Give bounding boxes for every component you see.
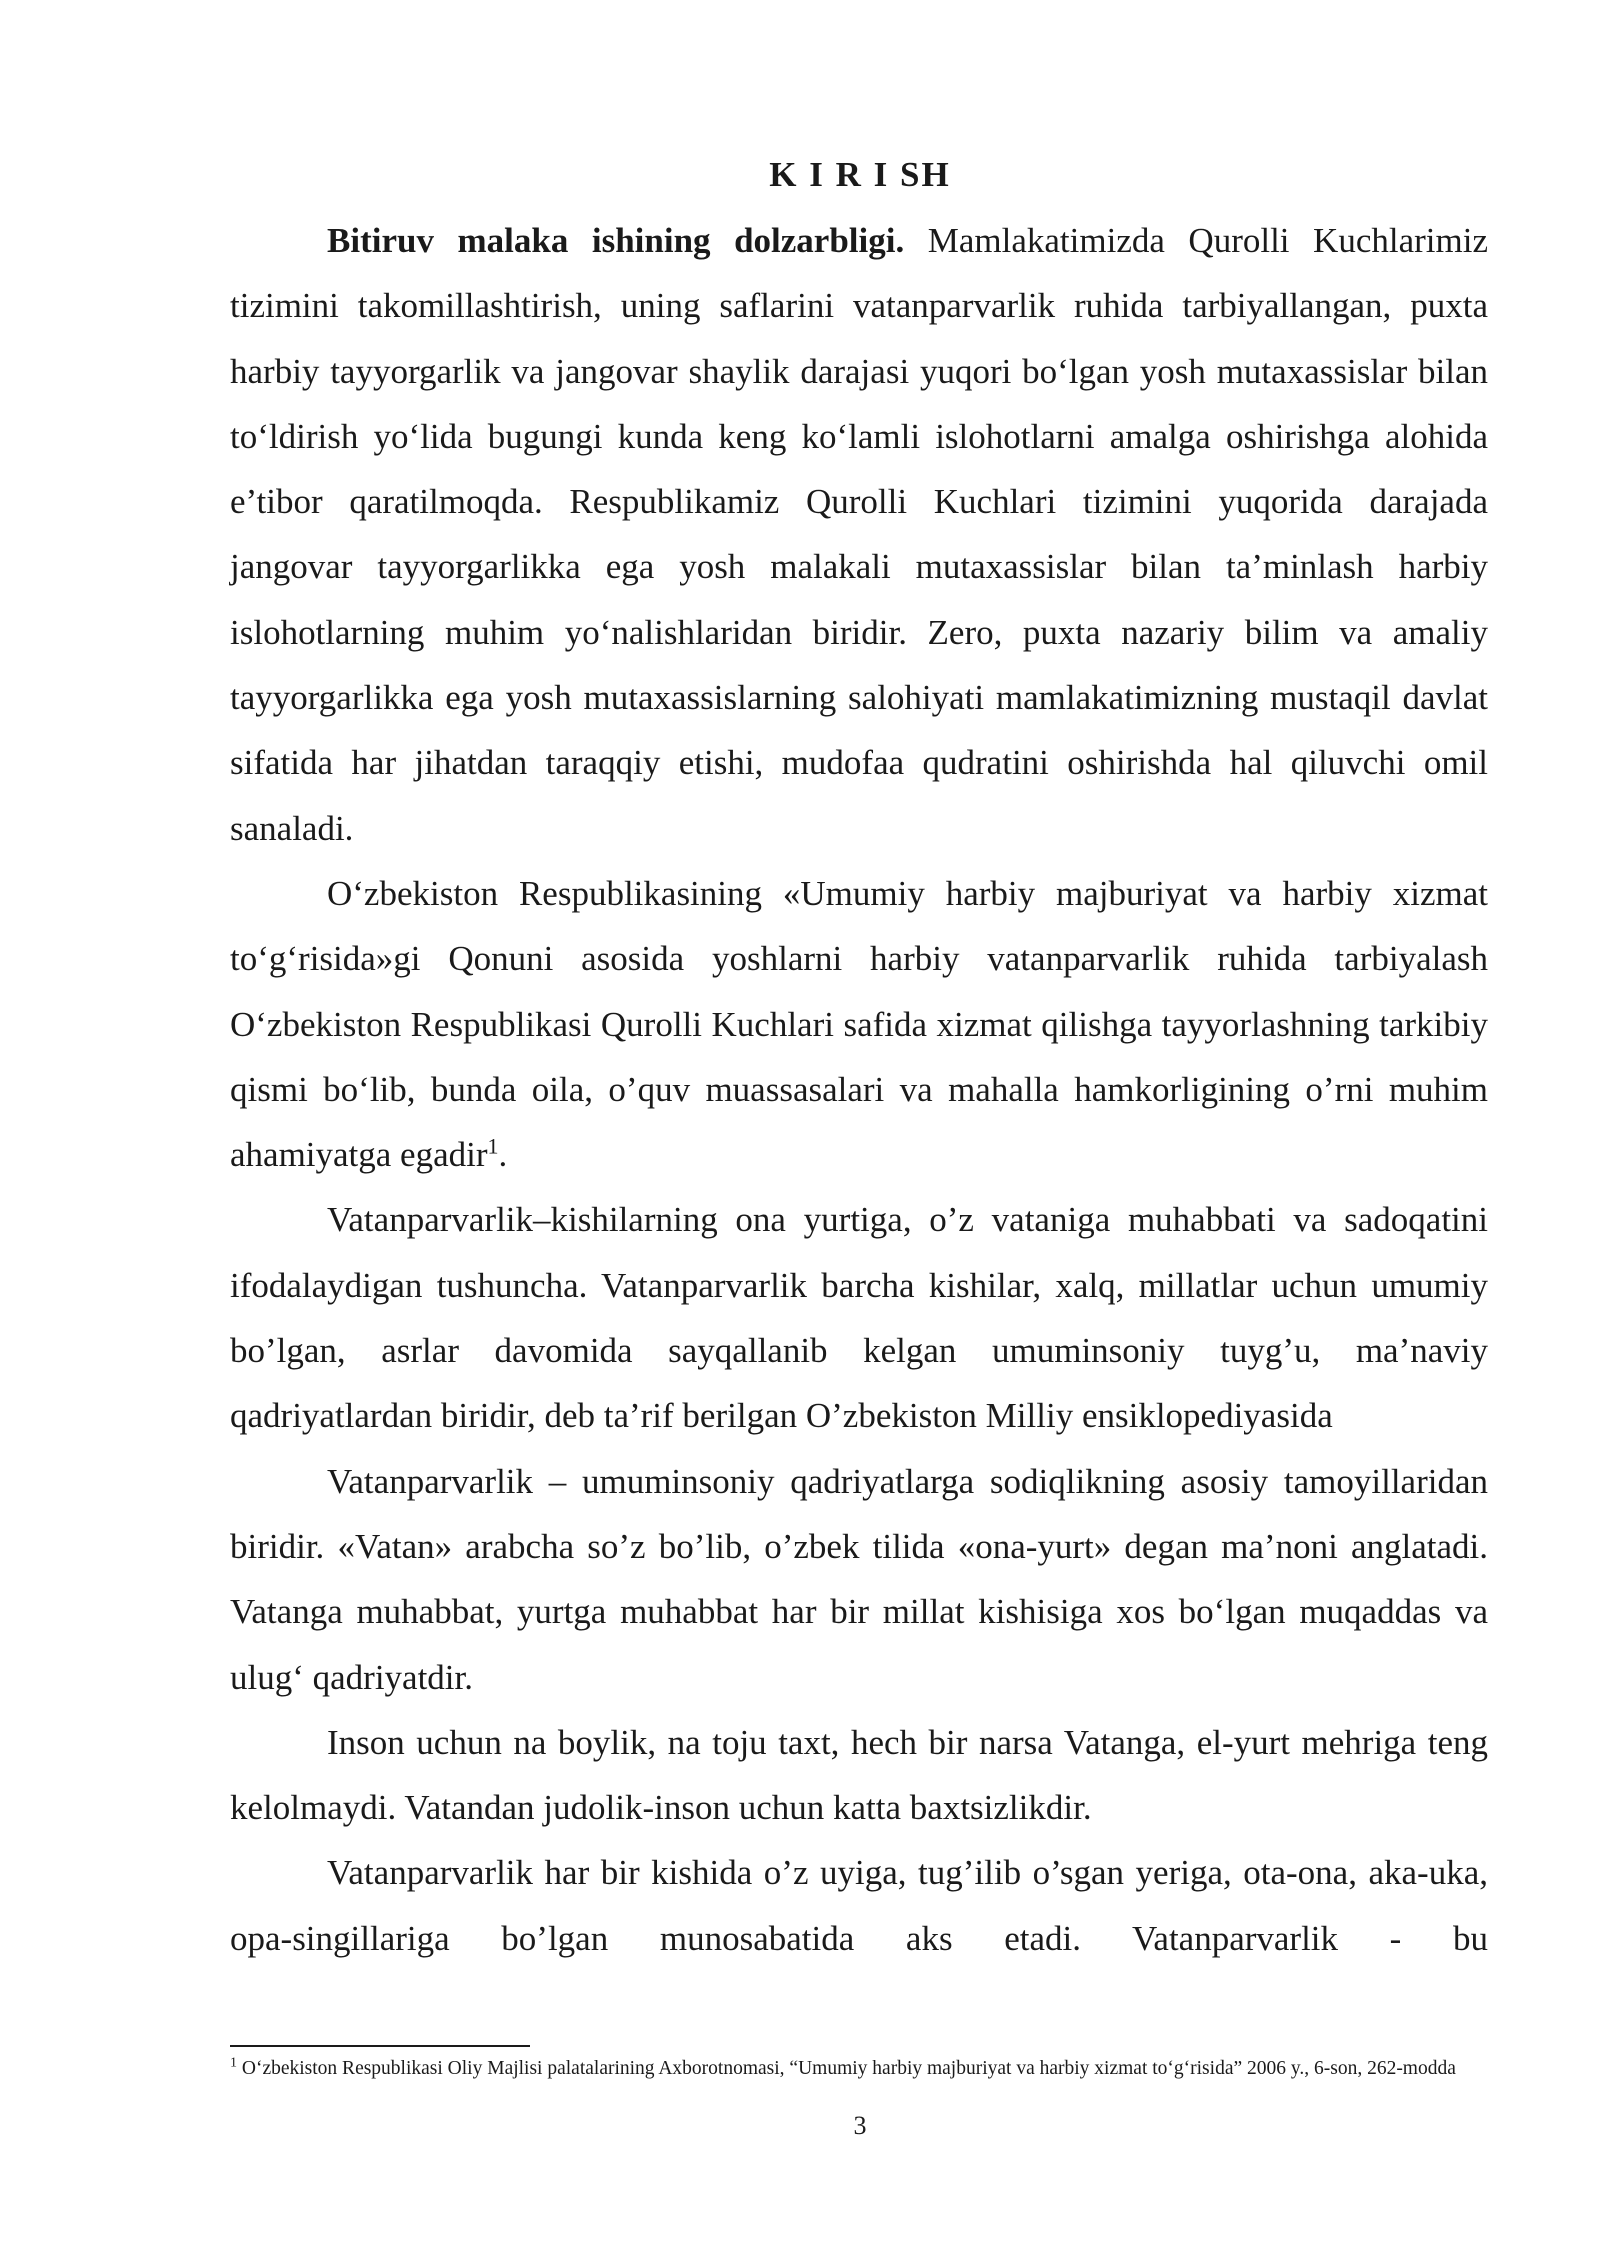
footnote [230, 2054, 1488, 2084]
paragraph-lead-heading: Bitiruv malaka ishining dolzarbligi. [327, 221, 905, 260]
paragraph-text: O‘zbekiston Respublikasining «Umumiy harbiy majburiyat va harbiy xizmat to‘g‘risida»gi Qonuni asosida yoshlarni harbiy vatanparvarlik ruhida tarbiyalash O‘zbekiston Respublikasi Qurolli Kuchlari safida xizmat qilishga tayyorlashning tarkibiy qismi bo‘lib, bunda oila, o’quv muassasalari va mahalla hamkorligining o’rni muhim ahamiyatga egadir [230, 873, 1488, 1175]
paragraph-text: Vatanparvarlik–kishilarning ona yurtiga, o’z vataniga muhabbati va sadoqatini ifodalaydigan tushuncha. Vatanparvarlik barcha kishilar, xalq, millatlar uchun umumiy bo’lgan, asrlar davomida sayqallanib kelgan umuminsoniy tuyg’u, ma’naviy qadriyatlardan biridir, deb ta’rif berilgan O’zbekiston Milliy ensiklopediyasida [230, 1200, 1488, 1436]
paragraph-homeland [230, 1710, 1488, 1841]
page-number: 3 [853, 2111, 867, 2140]
paragraph-patriotism-definition [230, 1187, 1488, 1448]
body-text [230, 208, 1488, 1971]
footnote-marker: 1 [230, 2055, 237, 2071]
footnote-text: O‘zbekiston Respublikasi Oliy Majlisi palatalarining Axborotnomasi, “Umumiy harbiy majburiyat va harbiy xizmat to‘g‘risida” 2006 y., 6-son, 262-modda [237, 2058, 1456, 2079]
paragraph-relevance [230, 208, 1488, 861]
paragraph-text: Vatanparvarlik – umuminsoniy qadriyatlarga sodiqlikning asosiy tamoyillaridan biridir. «Vatan» arabcha so’z bo’lib, o’zbek tilida «ona-yurt» degan ma’noni anglatadi. Vatanga muhabbat, yurtga muhabbat har bir millat kishisiga xos bo‘lgan muqaddas va ulug‘ qadriyatdir. [230, 1461, 1488, 1697]
paragraph-family [230, 1840, 1488, 1971]
paragraph-universal-values [230, 1449, 1488, 1710]
footnote-reference[interactable]: 1 [487, 1133, 499, 1159]
paragraph-law-reference [230, 861, 1488, 1187]
paragraph-text: Vatanparvarlik har bir kishida o’z uyiga, tug’ilib o’sgan yeriga, ota-ona, aka-uka, opa-singillariga bo’lgan munosabatida aks etadi. Vatanparvarlik - bu [230, 1853, 1488, 1958]
chapter-title: K I R I SH [769, 155, 951, 194]
footnote-separator [230, 2045, 530, 2047]
paragraph-text: Mamlakatimizda Qurolli Kuchlarimiz tizimini takomillashtirish, uning saflarini vatanparvarlik ruhida tarbiyallangan, puxta harbiy tayyorgarlik va jangovar shaylik darajasi yuqori bo‘lgan yosh mutaxassislar bilan to‘ldirish yo‘lida bugungi kunda keng ko‘lamli islohotlarni amalga oshirishga alohida e’tibor qaratilmoqda. Respublikamiz Qurolli Kuchlari tizimini yuqorida darajada jangovar tayyorgarlikka ega yosh malakali mutaxassislar bilan ta’minlash harbiy islohotlarning muhim yo‘nalishlaridan biridir. Zero, puxta nazariy bilim va amaliy tayyorgarlikka ega yosh mutaxassislarning salohiyati mamlakatimizning mustaqil davlat sifatida har jihatdan taraqqiy etishi, mudofaa qudratini oshirishda hal qiluvchi omil sanaladi. [230, 221, 1488, 848]
paragraph-text: Inson uchun na boylik, na toju taxt, hech bir narsa Vatanga, el-yurt mehriga teng kelolmaydi. Vatandan judolik-inson uchun katta baxtsizlikdir. [230, 1722, 1488, 1828]
paragraph-text-end: . [498, 1135, 508, 1175]
